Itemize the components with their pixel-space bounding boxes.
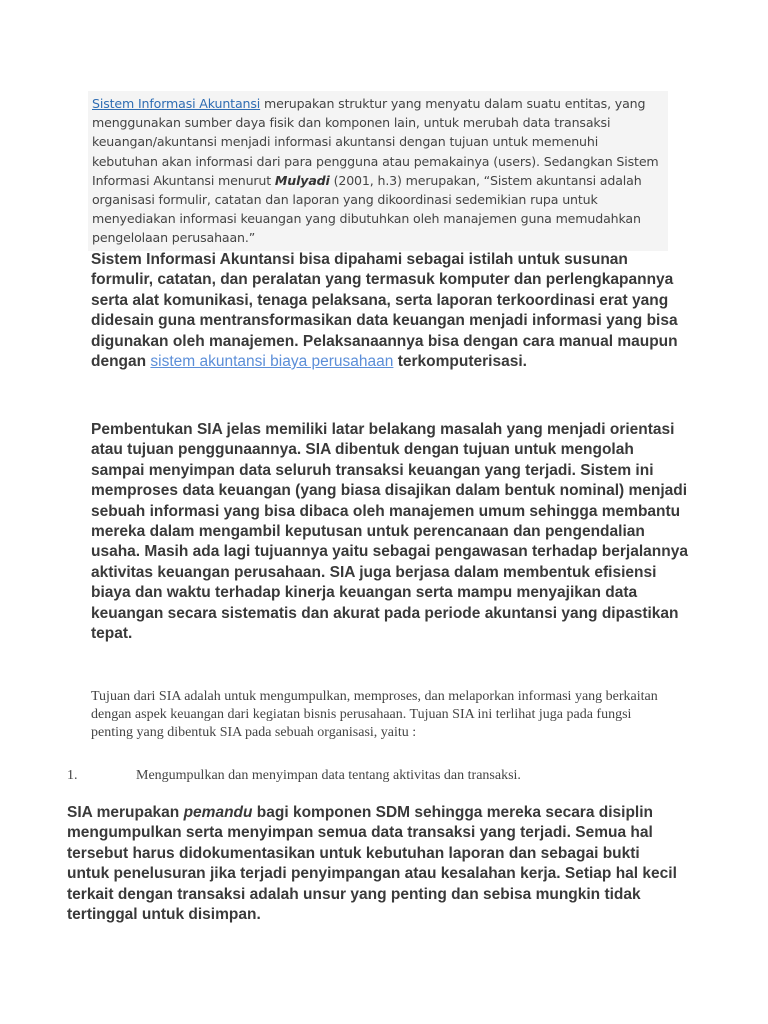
- intro-text-a: merupakan struktur yang menyatu dalam suatu entitas, yang menggunakan sumber daya fisik dan komponen lain, untuk merubah data transaksi keuangan/akuntansi menjadi informasi akuntansi dengan tujuan untuk memenuhi kebutuhan akan informasi dari para pengguna atau pemakainya (users). Sedangkan Sistem Informasi Akuntansi menurut: [92, 96, 659, 188]
- pemandu-italic: pemandu: [183, 804, 253, 821]
- definition-text-a: Sistem Informasi Akuntansi bisa dipahami sebagai istilah untuk susunan formulir, catatan, dan peralatan yang termasuk komputer dan perlengkapannya serta alat komunikasi, tenaga pelaksana, serta laporan terkoordinasi erat yang didesain guna mentransformasikan data keuangan menjadi informasi yang bisa digunakan oleh manajemen. Pelaksanaannya bisa dengan cara manual maupun dengan: [91, 251, 678, 371]
- sistem-akuntansi-biaya-link[interactable]: sistem akuntansi biaya perusahaan: [150, 353, 394, 371]
- definition-text-b: terkomputerisasi.: [393, 353, 527, 371]
- sistem-informasi-akuntansi-link[interactable]: Sistem Informasi Akuntansi: [92, 96, 261, 111]
- pemandu-paragraph: [67, 803, 677, 925]
- intro-paragraph: [88, 91, 668, 251]
- definition-paragraph: [91, 250, 681, 372]
- list-text: Mengumpulkan dan menyimpan data tentang aktivitas dan transaksi.: [136, 768, 521, 783]
- pemandu-text-a: SIA merupakan: [67, 804, 184, 821]
- list-number: 1.: [67, 768, 78, 783]
- author-name: Mulyadi: [274, 172, 330, 188]
- purpose-paragraph: Pembentukan SIA jelas memiliki latar belakang masalah yang menjadi orientasi atau tujuan penggunaannya. SIA dibentuk dengan tujuan untuk mengolah sampai menyimpan data seluruh transaksi keuangan yang terjadi. Sistem ini memproses data keuangan (yang biasa disajikan dalam bentuk nominal) menjadi sebuah informasi yang bisa dibaca oleh manajemen umum sehingga membantu mereka dalam mengambil keputusan untuk perencanaan dan pengendalian usaha. Masih ada lagi tujuannya yaitu sebagai pengawasan terhadap berjalannya aktivitas keuangan perusahaan. SIA juga berjasa dalam membentuk efisiensi biaya dan waktu terhadap kinerja keuangan serta mampu menyajikan data keuangan secara sistematis dan akurat pada periode akuntansi yang dipastikan tepat.: [91, 421, 688, 643]
- list-item: [67, 767, 667, 785]
- tujuan-paragraph: Tujuan dari SIA adalah untuk mengumpulkan, memproses, dan melaporkan informasi yang berkaitan dengan aspek keuangan dari kegiatan bisnis perusahaan. Tujuan SIA ini terlihat juga pada fungsi penting yang dibentuk SIA pada sebuah organisasi, yaitu :: [91, 689, 658, 741]
- pemandu-text-b: bagi komponen SDM sehingga mereka secara disiplin mengumpulkan serta menyimpan semua data transaksi yang terjadi. Semua hal tersebut harus didokumentasikan untuk kebutuhan laporan dan sebagai bukti untuk penelusuran jika terjadi penyimpangan atau kesalahan kerja. Setiap hal kecil terkait dengan transaksi adalah unsur yang penting dan sebisa mungkin tidak tertinggal untuk disimpan.: [67, 804, 677, 924]
- intro-text-b: (2001, h.3) merupakan, “Sistem akuntansi adalah organisasi formulir, catatan dan laporan yang dikoordinasi sedemikian rupa untuk menyediakan informasi keuangan yang dibutuhkan oleh manajemen guna memudahkan pengelolaan perusahaan.”: [92, 172, 642, 246]
